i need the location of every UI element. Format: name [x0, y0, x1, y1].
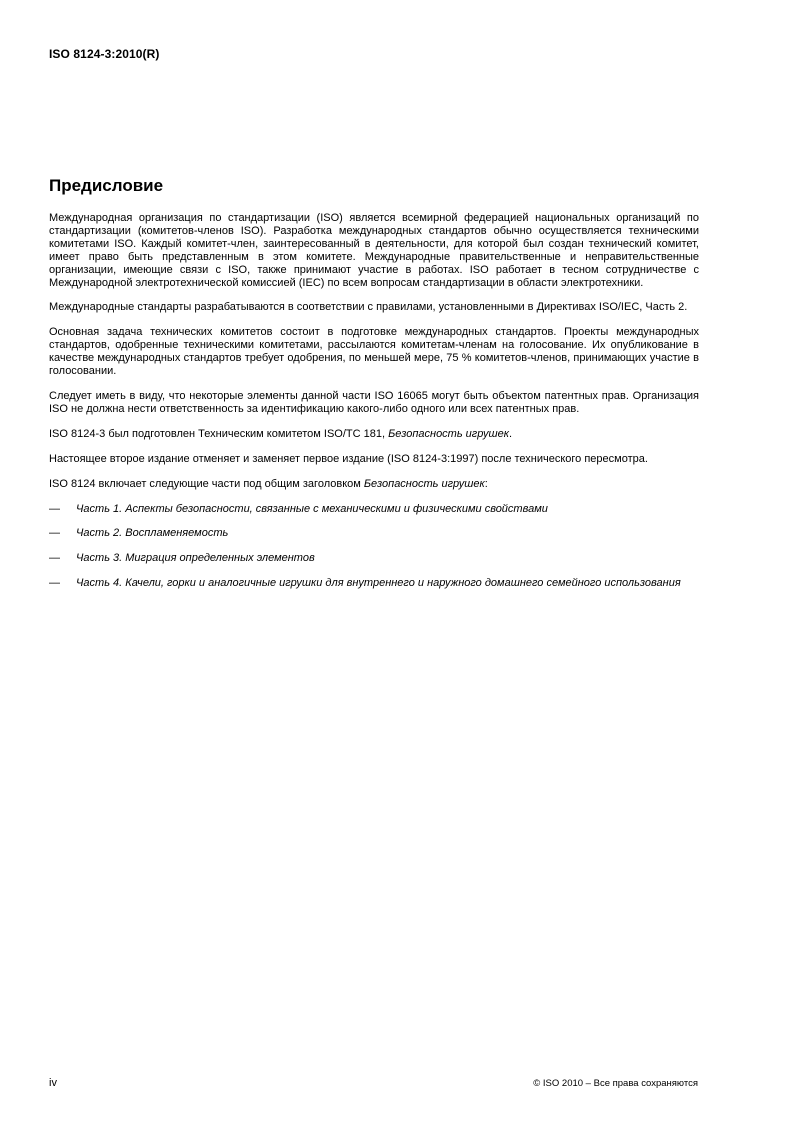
paragraph-edition: Настоящее второе издание отменяет и заменяет первое издание (ISO 8124-3:1997) после технического пересмотра. — [49, 452, 648, 465]
paragraph-directives: Международные стандарты разрабатываются в соответствии с правилами, установленными в Директивах ISO/IEC, Часть 2. — [49, 301, 688, 314]
parts-intro-text: ISO 8124 включает следующие части под общим заголовком — [49, 477, 364, 490]
parts-intro-end: : — [484, 477, 488, 490]
list-item — [49, 527, 699, 540]
prepared-by-text: ISO 8124-3 был подготовлен Техническим комитетом ISO/TC 181, — [49, 427, 389, 440]
copyright-notice: © ISO 2010 – Все права сохраняются — [533, 1078, 698, 1089]
prepared-by-committee-title: Безопасность игрушек — [388, 427, 509, 440]
part-title: Часть 2. Воспламеняемость — [76, 527, 229, 540]
dash-bullet: — — [49, 552, 60, 565]
paragraph-prepared-by — [49, 428, 699, 441]
section-title: Предисловие — [49, 176, 164, 195]
parts-list — [49, 503, 699, 591]
list-item — [49, 503, 699, 516]
paragraph-iso-organization: Международная организация по стандартизации (ISO) является всемирной федерацией национальных организаций по стандартизации (комитетов-членов ISO). Разработка международных стандартов обычно осуществляется техническими комитетами ISO. Каждый комитет-член, заинтересованный в деятельности, для которой был создан технический комитет, имеет право быть представленным в этом комитете. Международные правительственные и неправительственные организации, имеющие связи с ISO, также принимают участие в работах. ISO работает в тесном сотрудничестве с Международной электротехнической комиссией (IEC) по всем вопросам стандартизации в области электротехники. — [49, 212, 699, 289]
paragraph-parts-intro — [49, 478, 699, 491]
paragraph-patent-rights: Следует иметь в виду, что некоторые элементы данной части ISO 16065 могут быть объектом патентных прав. Организация ISO не должна нести ответственность за идентификацию какого-либо одного или всех патентных прав. — [49, 389, 699, 415]
parts-intro-general-title: Безопасность игрушек — [363, 477, 485, 490]
part-title: Часть 3. Миграция определенных элементов — [76, 552, 315, 565]
dash-bullet: — — [49, 502, 60, 515]
part-title: Часть 1. Аспекты безопасности, связанные с механическими и физическими свойствами — [76, 502, 548, 515]
dash-bullet: — — [49, 577, 60, 590]
document-id: ISO 8124-3:2010(R) — [49, 47, 160, 61]
paragraph-committee-task: Основная задача технических комитетов состоит в подготовке международных стандартов. Проекты международных стандартов, одобренные техническими комитетами, рассылаются комитетам-членам на голосование. Их опубликование в качестве международных стандартов требует одобрения, по меньшей мере, 75 % комитетов-членов, принимающих участие в голосовании. — [49, 326, 699, 378]
list-item — [49, 552, 699, 565]
page-number: iv — [49, 1077, 57, 1089]
part-title: Часть 4. Качели, горки и аналогичные игрушки для внутреннего и наружного домашнего семейного использования — [76, 577, 681, 590]
prepared-by-end: . — [508, 427, 512, 440]
list-item — [49, 577, 699, 590]
dash-bullet: — — [49, 527, 60, 540]
foreword-body — [49, 212, 699, 602]
